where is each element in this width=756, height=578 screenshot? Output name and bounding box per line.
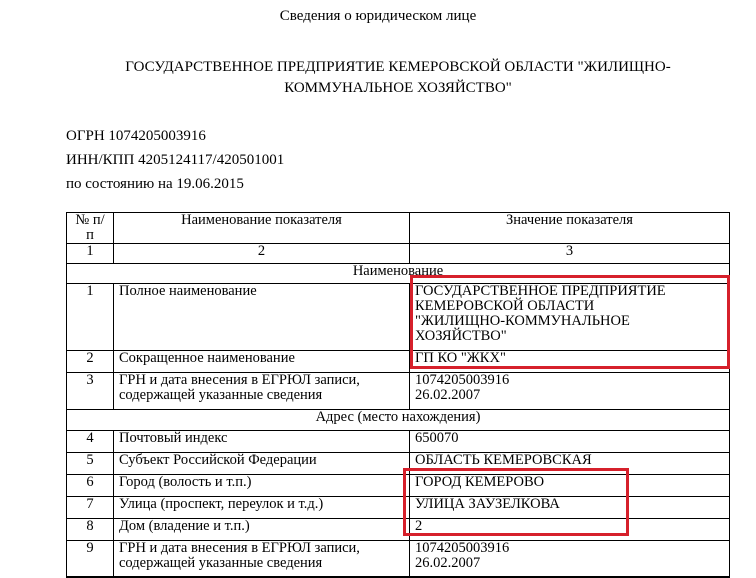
extract-table	[66, 212, 730, 578]
table-row	[67, 373, 730, 410]
ogrn-line: ОГРН 1074205003916	[66, 128, 206, 144]
row-number: 2	[67, 351, 114, 373]
value-line: КЕМЕРОВСКОЙ ОБЛАСТИ	[415, 298, 595, 314]
column-number-row	[67, 244, 730, 264]
row-label: Полное наименование	[114, 284, 410, 351]
row-label: Сокращенное наименование	[114, 351, 410, 373]
row-number: 1	[67, 284, 114, 351]
row-value: 2	[410, 519, 730, 541]
section-name-heading: Наименование	[67, 264, 730, 284]
header-num: № п/п	[67, 213, 114, 244]
value-line: 26.02.2007	[415, 387, 481, 403]
value-line: "ЖИЛИЩНО-КОММУНАЛЬНОЕ	[415, 313, 630, 329]
organization-name-line: ГОСУДАРСТВЕННОЕ ПРЕДПРИЯТИЕ КЕМЕРОВСКОЙ ОБЛАСТИ "ЖИЛИЩНО-	[125, 59, 671, 75]
label-line: ГРН и дата внесения в ЕГРЮЛ записи,	[119, 540, 360, 556]
row-number: 3	[67, 373, 114, 410]
row-value	[410, 541, 730, 578]
label-line: содержащей указанные сведения	[119, 387, 323, 403]
row-number: 5	[67, 453, 114, 475]
organization-name	[90, 57, 706, 99]
value-line: ХОЗЯЙСТВО"	[415, 328, 507, 344]
value-line: 26.02.2007	[415, 555, 481, 571]
highlight-box-address	[403, 468, 629, 536]
row-label: Субъект Российской Федерации	[114, 453, 410, 475]
row-label: Улица (проспект, переулок и т.д.)	[114, 497, 410, 519]
row-value: ОБЛАСТЬ КЕМЕРОВСКАЯ	[410, 453, 730, 475]
table-row	[67, 541, 730, 578]
label-line: содержащей указанные сведения	[119, 555, 323, 571]
row-number: 7	[67, 497, 114, 519]
table-row	[67, 453, 730, 475]
row-label: Почтовый индекс	[114, 431, 410, 453]
value-line: 1074205003916	[415, 540, 510, 556]
organization-name-line: КОММУНАЛЬНОЕ ХОЗЯЙСТВО"	[284, 80, 512, 96]
column-number: 1	[67, 244, 114, 264]
row-label	[114, 373, 410, 410]
highlight-box-name	[410, 275, 730, 369]
value-line: 1074205003916	[415, 372, 510, 388]
header-name: Наименование показателя	[114, 213, 410, 244]
as-of-date-line: по состоянию на 19.06.2015	[66, 176, 244, 192]
row-number: 9	[67, 541, 114, 578]
row-value: ГОРОД КЕМЕРОВО	[410, 475, 730, 497]
section-address-heading: Адрес (место нахождения)	[67, 410, 730, 431]
row-number: 8	[67, 519, 114, 541]
table-row	[67, 475, 730, 497]
row-value: 650070	[410, 431, 730, 453]
value-line: ГОСУДАРСТВЕННОЕ ПРЕДПРИЯТИЕ	[415, 283, 666, 299]
row-label: Дом (владение и т.п.)	[114, 519, 410, 541]
table-row	[67, 497, 730, 519]
section-row	[67, 410, 730, 431]
row-value: УЛИЦА ЗАУЗЕЛКОВА	[410, 497, 730, 519]
inn-kpp-line: ИНН/КПП 4205124117/420501001	[66, 152, 285, 168]
label-line: ГРН и дата внесения в ЕГРЮЛ записи,	[119, 372, 360, 388]
row-number: 4	[67, 431, 114, 453]
row-number: 6	[67, 475, 114, 497]
row-label	[114, 541, 410, 578]
row-value: ГП КО "ЖКХ"	[410, 351, 730, 373]
column-number: 2	[114, 244, 410, 264]
column-number: 3	[410, 244, 730, 264]
table-row	[67, 431, 730, 453]
page-title: Сведения о юридическом лице	[279, 8, 477, 24]
row-value	[410, 373, 730, 410]
row-label: Город (волость и т.п.)	[114, 475, 410, 497]
table-row	[67, 519, 730, 541]
header-value: Значение показателя	[410, 213, 730, 244]
header-row	[67, 213, 730, 244]
